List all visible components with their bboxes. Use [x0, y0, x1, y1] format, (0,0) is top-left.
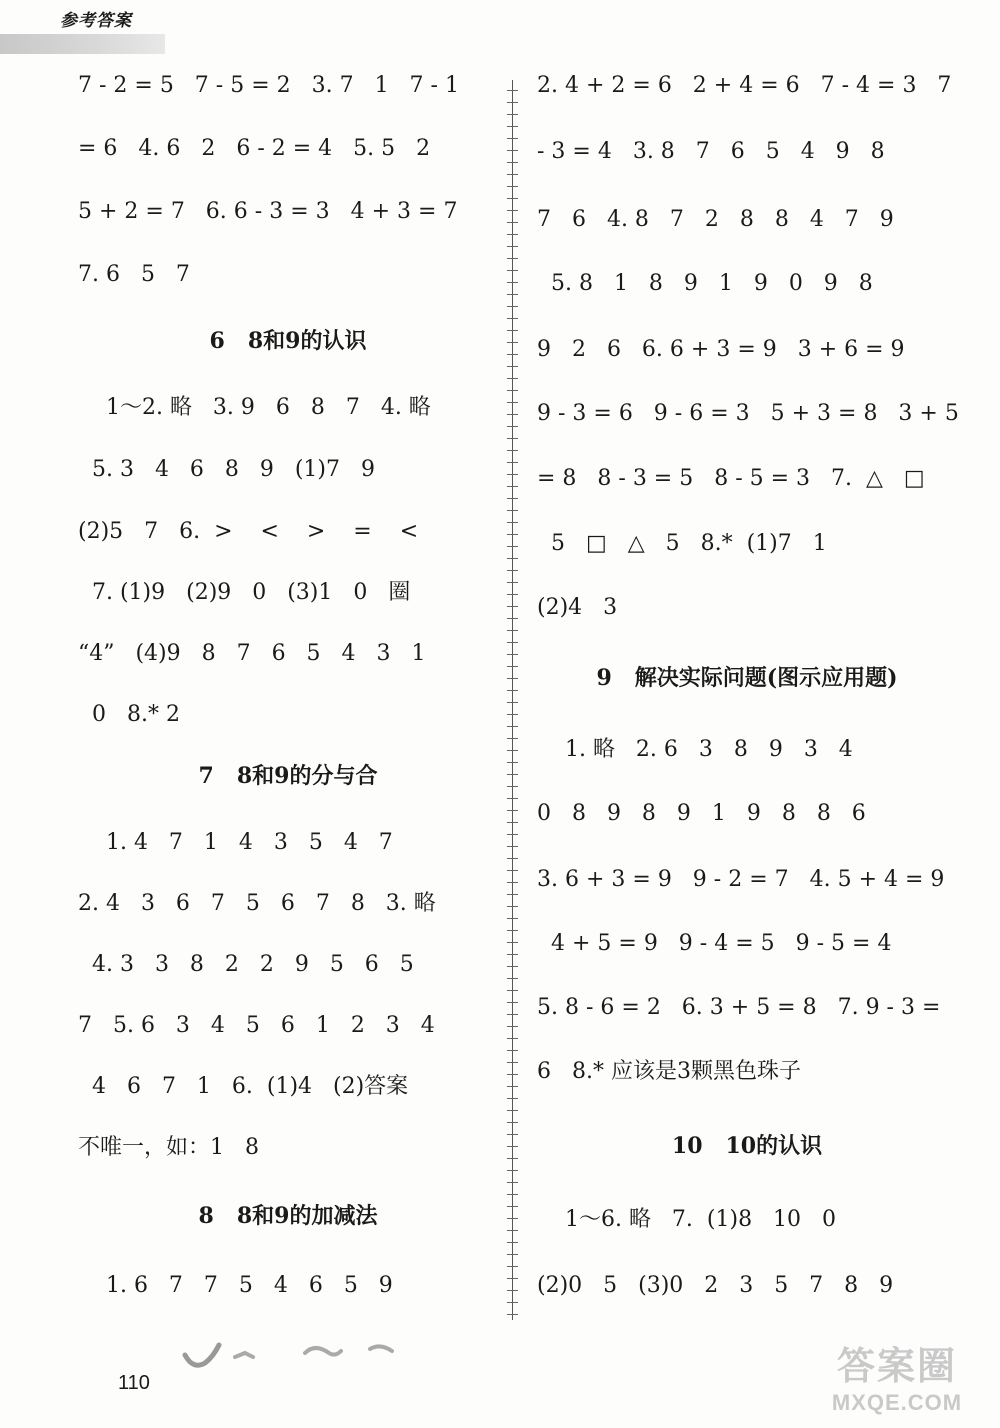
divider-tick — [507, 186, 518, 187]
divider-tick — [507, 726, 518, 727]
divider-tick — [507, 774, 518, 775]
divider-tick — [507, 966, 518, 967]
answer-line: 7. (1)9 (2)9 0 (3)1 0 圈 — [78, 580, 411, 605]
divider-tick — [507, 1314, 518, 1315]
divider-tick — [507, 954, 518, 955]
divider-tick — [507, 114, 518, 115]
divider-tick — [507, 1302, 518, 1303]
divider-tick — [507, 894, 518, 895]
divider-tick — [507, 846, 518, 847]
divider-tick — [507, 822, 518, 823]
section-heading: 10 10的认识 — [671, 1133, 823, 1159]
divider-tick — [507, 1290, 518, 1291]
divider-tick — [507, 666, 518, 667]
divider-tick — [507, 270, 518, 271]
answer-line: 7 6 4. 8 7 2 8 8 4 7 9 — [537, 207, 894, 232]
divider-tick — [507, 630, 518, 631]
divider-tick — [507, 450, 518, 451]
divider-tick — [507, 390, 518, 391]
divider-tick — [507, 1182, 518, 1183]
divider-tick — [507, 1230, 518, 1231]
answer-line: 9 2 6 6. 6 + 3 = 9 3 + 6 = 9 — [537, 337, 905, 362]
answer-line: 0 8 9 8 9 1 9 8 8 6 — [537, 801, 866, 826]
divider-tick — [507, 714, 518, 715]
divider-tick — [507, 1074, 518, 1075]
divider-tick — [507, 978, 518, 979]
divider-tick — [507, 1242, 518, 1243]
divider-tick — [507, 1254, 518, 1255]
answer-line: 不唯一，如：1 8 — [78, 1135, 259, 1160]
header-bar — [0, 34, 165, 54]
divider-tick — [507, 306, 518, 307]
divider-tick — [507, 534, 518, 535]
divider-tick — [507, 102, 518, 103]
divider-tick — [507, 162, 518, 163]
answer-line: 2. 4 3 6 7 5 6 7 8 3. 略 — [78, 891, 436, 916]
divider-tick — [507, 678, 518, 679]
divider-tick — [507, 1122, 518, 1123]
section-heading: 6 8和9的认识 — [209, 328, 367, 354]
divider-tick — [507, 90, 518, 91]
divider-tick — [507, 498, 518, 499]
divider-tick — [507, 1026, 518, 1027]
answer-line: 1. 4 7 1 4 3 5 4 7 — [78, 830, 393, 855]
divider-tick — [507, 558, 518, 559]
divider-tick — [507, 1002, 518, 1003]
answer-line: 7 - 2 = 5 7 - 5 = 2 3. 7 1 7 - 1 — [78, 73, 459, 98]
divider-tick — [507, 426, 518, 427]
divider-tick — [507, 222, 518, 223]
divider-tick — [507, 234, 518, 235]
divider-tick — [507, 354, 518, 355]
answer-line: 2. 4 + 2 = 6 2 + 4 = 6 7 - 4 = 3 7 — [537, 73, 952, 98]
divider-tick — [507, 1014, 518, 1015]
answer-line: 7 5. 6 3 4 5 6 1 2 3 4 — [78, 1013, 435, 1038]
answer-line: 0 8.* 2 — [78, 702, 180, 727]
answer-line: 5. 3 4 6 8 9 (1)7 9 — [78, 457, 375, 482]
page-header — [0, 0, 170, 60]
divider-tick — [507, 1218, 518, 1219]
divider-tick — [507, 258, 518, 259]
divider-tick — [507, 810, 518, 811]
divider-tick — [507, 414, 518, 415]
answer-line: 4 + 5 = 9 9 - 4 = 5 9 - 5 = 4 — [537, 931, 892, 956]
answer-line: 5 + 2 = 7 6. 6 - 3 = 3 4 + 3 = 7 — [78, 199, 458, 224]
divider-tick — [507, 882, 518, 883]
divider-tick — [507, 402, 518, 403]
divider-tick — [507, 798, 518, 799]
answer-line: 1～6. 略 7. (1)8 10 0 — [537, 1207, 837, 1232]
divider-tick — [507, 510, 518, 511]
divider-tick — [507, 150, 518, 151]
divider-tick — [507, 738, 518, 739]
divider-tick — [507, 642, 518, 643]
divider-tick — [507, 702, 518, 703]
answer-line: 5. 8 1 8 9 1 9 0 9 8 — [537, 271, 873, 296]
answer-line: 7. 6 5 7 — [78, 262, 190, 287]
divider-tick — [507, 330, 518, 331]
divider-tick — [507, 522, 518, 523]
answer-line: 4 6 7 1 6. (1)4 (2)答案 — [78, 1074, 409, 1099]
divider-tick — [507, 246, 518, 247]
divider-tick — [507, 474, 518, 475]
divider-tick — [507, 750, 518, 751]
answer-line: (2)5 7 6. > < > = < — [78, 519, 419, 544]
answer-line: 5 □ △ 5 8.* (1)7 1 — [537, 531, 827, 556]
watermark-url: MXQE.COM — [831, 1390, 963, 1415]
divider-tick — [507, 690, 518, 691]
divider-tick — [507, 210, 518, 211]
divider-tick — [507, 1278, 518, 1279]
divider-tick — [507, 546, 518, 547]
divider-tick — [507, 1158, 518, 1159]
answer-line: 6 8.* 应该是3颗黑色珠子 — [537, 1059, 801, 1084]
divider-tick — [507, 762, 518, 763]
divider-tick — [507, 1146, 518, 1147]
divider-tick — [507, 606, 518, 607]
divider-tick — [507, 942, 518, 943]
divider-tick — [507, 858, 518, 859]
answer-line: = 8 8 - 3 = 5 8 - 5 = 3 7. △ □ — [537, 466, 925, 491]
divider-tick — [507, 198, 518, 199]
section-heading: 7 8和9的分与合 — [198, 763, 378, 789]
divider-tick — [507, 834, 518, 835]
answer-line: 1. 6 7 7 5 4 6 5 9 — [78, 1273, 393, 1298]
page-number: 110 — [118, 1372, 150, 1394]
divider-tick — [507, 918, 518, 919]
divider-tick — [507, 438, 518, 439]
answer-line: - 3 = 4 3. 8 7 6 5 4 9 8 — [537, 139, 885, 164]
divider-tick — [507, 870, 518, 871]
divider-tick — [507, 1062, 518, 1063]
divider-tick — [507, 1098, 518, 1099]
divider-tick — [507, 930, 518, 931]
answer-line: 1～2. 略 3. 9 6 8 7 4. 略 — [78, 395, 431, 420]
answer-line: = 6 4. 6 2 6 - 2 = 4 5. 5 2 — [78, 136, 431, 161]
divider-tick — [507, 342, 518, 343]
divider-tick — [507, 378, 518, 379]
divider-tick — [507, 1194, 518, 1195]
divider-tick — [507, 1170, 518, 1171]
divider-tick — [507, 126, 518, 127]
divider-tick — [507, 462, 518, 463]
divider-tick — [507, 582, 518, 583]
divider-tick — [507, 906, 518, 907]
watermark — [802, 1344, 992, 1424]
section-heading: 8 8和9的加减法 — [198, 1203, 378, 1229]
answer-line: 1. 略 2. 6 3 8 9 3 4 — [537, 737, 853, 762]
divider-tick — [507, 294, 518, 295]
divider-tick — [507, 282, 518, 283]
divider-tick — [507, 1038, 518, 1039]
divider-tick — [507, 174, 518, 175]
answer-line: 3. 6 + 3 = 9 9 - 2 = 7 4. 5 + 4 = 9 — [537, 867, 945, 892]
divider-tick — [507, 318, 518, 319]
answer-line: “4” (4)9 8 7 6 5 4 3 1 — [78, 641, 426, 666]
divider-tick — [507, 570, 518, 571]
answer-line: (2)0 5 (3)0 2 3 5 7 8 9 — [537, 1273, 894, 1298]
divider-tick — [507, 618, 518, 619]
answer-line: 9 - 3 = 6 9 - 6 = 3 5 + 3 = 8 3 + 5 — [537, 401, 959, 426]
answer-line: 5. 8 - 6 = 2 6. 3 + 5 = 8 7. 9 - 3 = — [537, 995, 941, 1020]
divider-tick — [507, 1206, 518, 1207]
divider-tick — [507, 594, 518, 595]
divider-tick — [507, 1266, 518, 1267]
divider-tick — [507, 654, 518, 655]
divider-tick — [507, 486, 518, 487]
divider-tick — [507, 1134, 518, 1135]
divider-tick — [507, 786, 518, 787]
watermark-text: 答案圈 — [836, 1346, 957, 1388]
divider-tick — [507, 1110, 518, 1111]
answer-line: (2)4 3 — [537, 595, 618, 620]
divider-tick — [507, 1050, 518, 1051]
answer-line: 4. 3 3 8 2 2 9 5 6 5 — [78, 952, 414, 977]
header-label: 参考答案 — [60, 11, 132, 31]
divider-tick — [507, 366, 518, 367]
section-heading: 9 解决实际问题(图示应用题) — [596, 665, 898, 691]
divider-tick — [507, 138, 518, 139]
divider-tick — [507, 990, 518, 991]
decoration-illustration — [175, 1335, 415, 1375]
divider-tick — [507, 1086, 518, 1087]
